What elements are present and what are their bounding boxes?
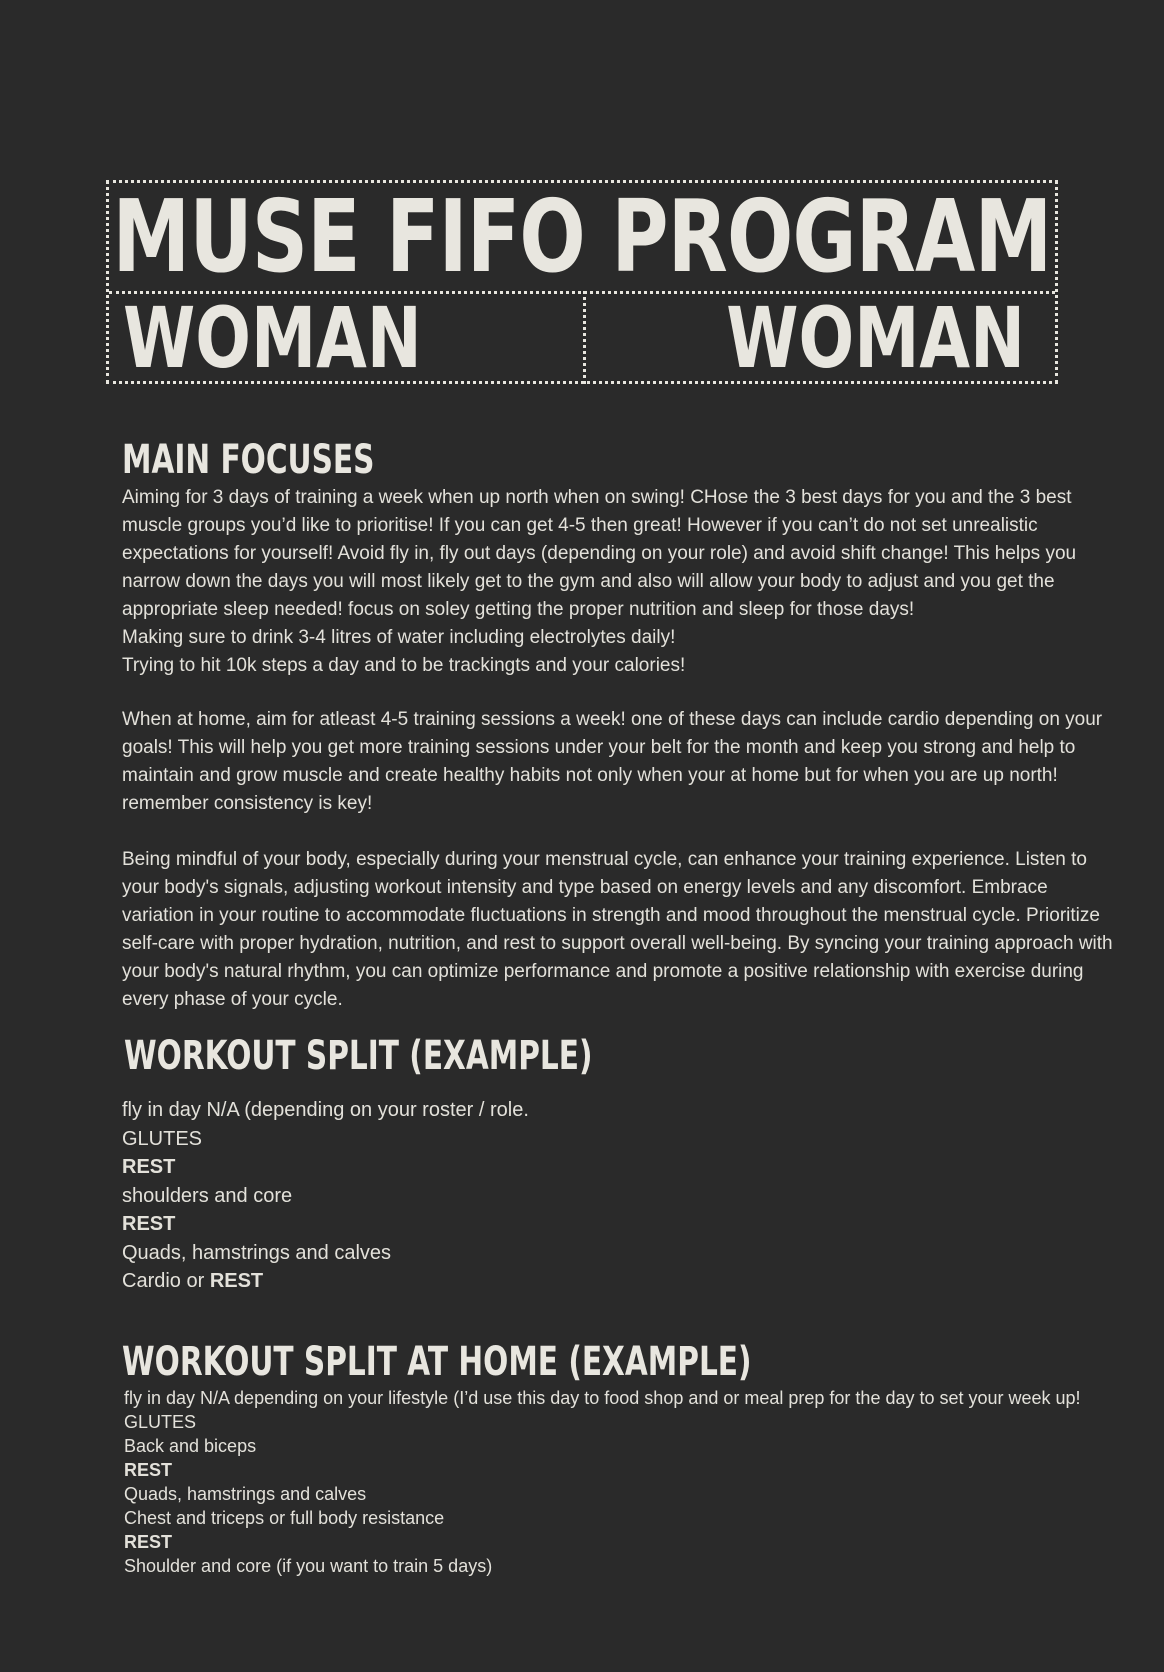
list-item (122, 1267, 1122, 1296)
list-item: GLUTES (122, 1127, 203, 1150)
header-label-right: WOMAN (726, 289, 1025, 387)
list-item: shoulders and core (122, 1184, 293, 1207)
main-focuses-water-line: Making sure to drink 3-4 litres of water including electrolytes daily! (122, 627, 676, 648)
list-item: fly in day N/A depending on your lifestyle (I’d use this day to food shop and or meal prep for the day to set your week up! (124, 1388, 1081, 1408)
main-focuses-heading: MAIN FOCUSES (122, 437, 375, 483)
list-item: fly in day N/A (depending on your roster / role. (122, 1099, 529, 1121)
list-item: REST (124, 1532, 173, 1552)
workout-split-home-heading: WORKOUT SPLIT AT HOME (EXAMPLE) (122, 1339, 752, 1385)
list-item: Shoulder and core (if you want to train 5 days) (124, 1556, 493, 1576)
main-focuses-paragraph-1: Aiming for 3 days of training a week when up north when on swing! CHose the 3 best days for you and the 3 best muscle groups you’d like to prioritise! If you can get 4-5 then great! However if you can’t do not set unrealistic expectations for yourself! Avoid fly in, fly out days (depending on your role) and avoid shift change! This helps you narrow down the days you will most likely get to the gym and also will allow your body to adjust and you get the appropriate sleep needed! focus on soley getting the proper nutrition and sleep for those days! (122, 487, 1077, 620)
main-focuses-steps-line: Trying to hit 10k steps a day and to be trackingts and your calories! (122, 655, 686, 676)
list-item: REST (122, 1213, 176, 1235)
workout-split-list (122, 1096, 1122, 1296)
list-item: Chest and triceps or full body resistance (124, 1508, 445, 1528)
workout-split-home-list (124, 1386, 1124, 1578)
list-item: REST (124, 1460, 173, 1480)
program-header (106, 178, 1058, 387)
list-item: REST (122, 1156, 176, 1178)
workout-split-heading: WORKOUT SPLIT (EXAMPLE) (124, 1033, 593, 1079)
list-item: Quads, hamstrings and calves (124, 1484, 367, 1504)
list-item-bold: REST (209, 1270, 264, 1292)
main-focuses-body (122, 484, 1122, 680)
main-focuses-paragraph-2: When at home, aim for atleast 4-5 training sessions a week! one of these days can include cardio depending on your goals! This will help you get more training sessions under your belt for the month and keep you strong and help to maintain and grow muscle and create healthy habits not only when your at home but for when you are up north! remember consistency is key! (122, 709, 1103, 814)
header-label-left: WOMAN (123, 289, 422, 387)
program-title: MUSE FIFO PROGRAM (112, 178, 1052, 295)
list-item: Back and biceps (124, 1436, 257, 1456)
header-divider-vertical (583, 291, 586, 384)
list-item: GLUTES (124, 1412, 197, 1432)
list-item-prefix: Cardio or (122, 1270, 210, 1292)
main-focuses-paragraph-3: Being mindful of your body, especially during your menstrual cycle, can enhance your training experience. Listen to your body's signals, adjusting workout intensity and type based on energy levels and any discomfort. Embrace variation in your routine to accommodate fluctuations in strength and mood throughout the menstrual cycle. Prioritize self-care with proper hydration, nutrition, and rest to support overall well-being. By syncing your training approach with your body's natural rhythm, you can optimize performance and promote a positive relationship with exercise during every phase of your cycle. (122, 849, 1113, 1010)
list-item: Quads, hamstrings and calves (122, 1241, 392, 1264)
